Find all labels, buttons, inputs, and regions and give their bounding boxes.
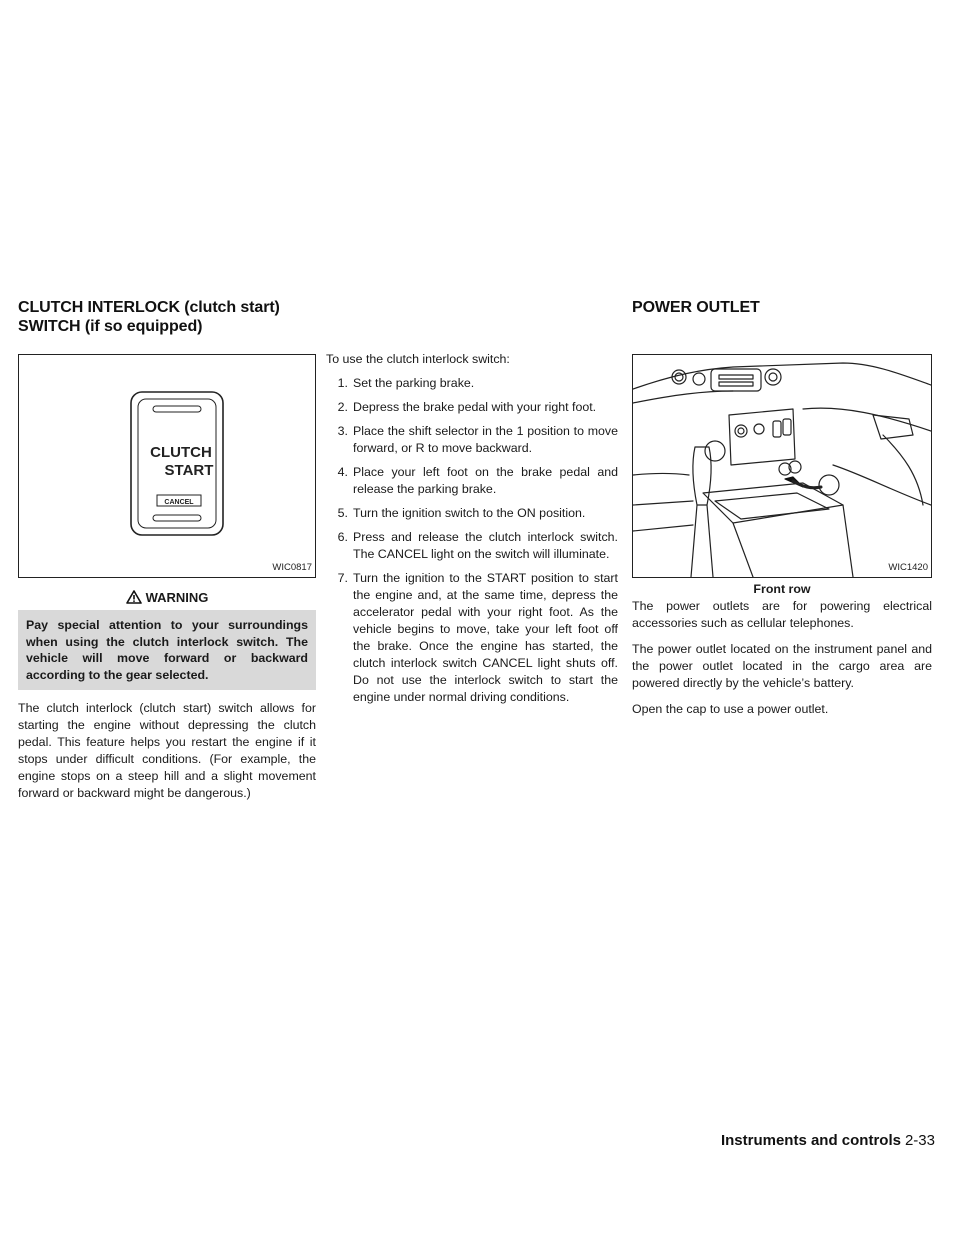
- page-footer: [721, 1132, 935, 1149]
- step-item: 6. Press and release the clutch interlock switch. The CANCEL light on the switch will illuminate.: [337, 530, 618, 561]
- footer-section-title: Instruments and controls: [720, 1132, 901, 1149]
- warning-label: WARNING: [145, 589, 209, 605]
- left-column: [18, 354, 316, 811]
- warning-text: Pay special attention to your surroundings when using the clutch interlock switch. The vehicle will move forward or backward according to the gear selected.: [18, 610, 316, 690]
- figure-code: WIC0817: [272, 562, 312, 573]
- clutch-switch-illustration: [19, 355, 315, 577]
- middle-column: [326, 351, 618, 713]
- switch-cancel-label: CANCEL: [164, 499, 194, 506]
- switch-clutch-label: CLUTCH: [150, 444, 212, 461]
- figure-code: WIC1420: [888, 562, 928, 573]
- step-item: 4. Place your left foot on the brake pedal and release the parking brake.: [337, 465, 618, 496]
- clutch-switch-figure: [18, 354, 316, 578]
- step-item: 5. Turn the ignition switch to the ON position.: [337, 506, 586, 520]
- dashboard-illustration: [633, 355, 931, 577]
- power-outlet-paragraph: Open the cap to use a power outlet.: [632, 702, 829, 716]
- right-column: [632, 354, 932, 727]
- clutch-heading-line1: CLUTCH INTERLOCK (clutch start): [18, 299, 280, 316]
- power-outlet-paragraph: The power outlets are for powering electrical accessories such as cellular telephones.: [632, 599, 932, 630]
- clutch-body-paragraph: The clutch interlock (clutch start) switch allows for starting the engine without depressing the clutch pedal. This feature helps you restart the engine if it stops under difficult conditions. (For example, the engine stops on a steep hill and a slight movement forward or backward might be dangerous.): [18, 701, 316, 800]
- switch-start-label: START: [164, 462, 214, 479]
- warning-title: [18, 584, 316, 610]
- power-outlet-figure: [632, 354, 932, 578]
- step-item: 1. Set the parking brake.: [337, 376, 475, 390]
- steps-intro: To use the clutch interlock switch:: [326, 352, 510, 366]
- clutch-interlock-heading: [18, 298, 280, 336]
- step-item: 3. Place the shift selector in the 1 position to move forward, or R to move backward.: [337, 424, 618, 455]
- steps-list: [326, 375, 618, 706]
- power-outlet-paragraph: The power outlet located on the instrument panel and the power outlet located in the cargo area are powered directly by the vehicle’s battery.: [632, 642, 932, 690]
- figure-caption: Front row: [753, 582, 811, 596]
- clutch-heading-line2: SWITCH (if so equipped): [18, 318, 203, 335]
- step-item: 7. Turn the ignition to the START position to start the engine and, at the same time, depress the accelerator pedal with your right foot. As the vehicle begins to move, take your left foot off the brake. Once the engine has started, the clutch interlock switch CANCEL light shuts off. Do not use the interlock switch to start the engine under normal driving conditions.: [337, 571, 618, 704]
- step-item: 2. Depress the brake pedal with your right foot.: [337, 400, 597, 414]
- page-number: 2-33: [904, 1132, 935, 1149]
- power-outlet-heading: POWER OUTLET: [632, 299, 760, 316]
- warning-icon: [126, 590, 142, 604]
